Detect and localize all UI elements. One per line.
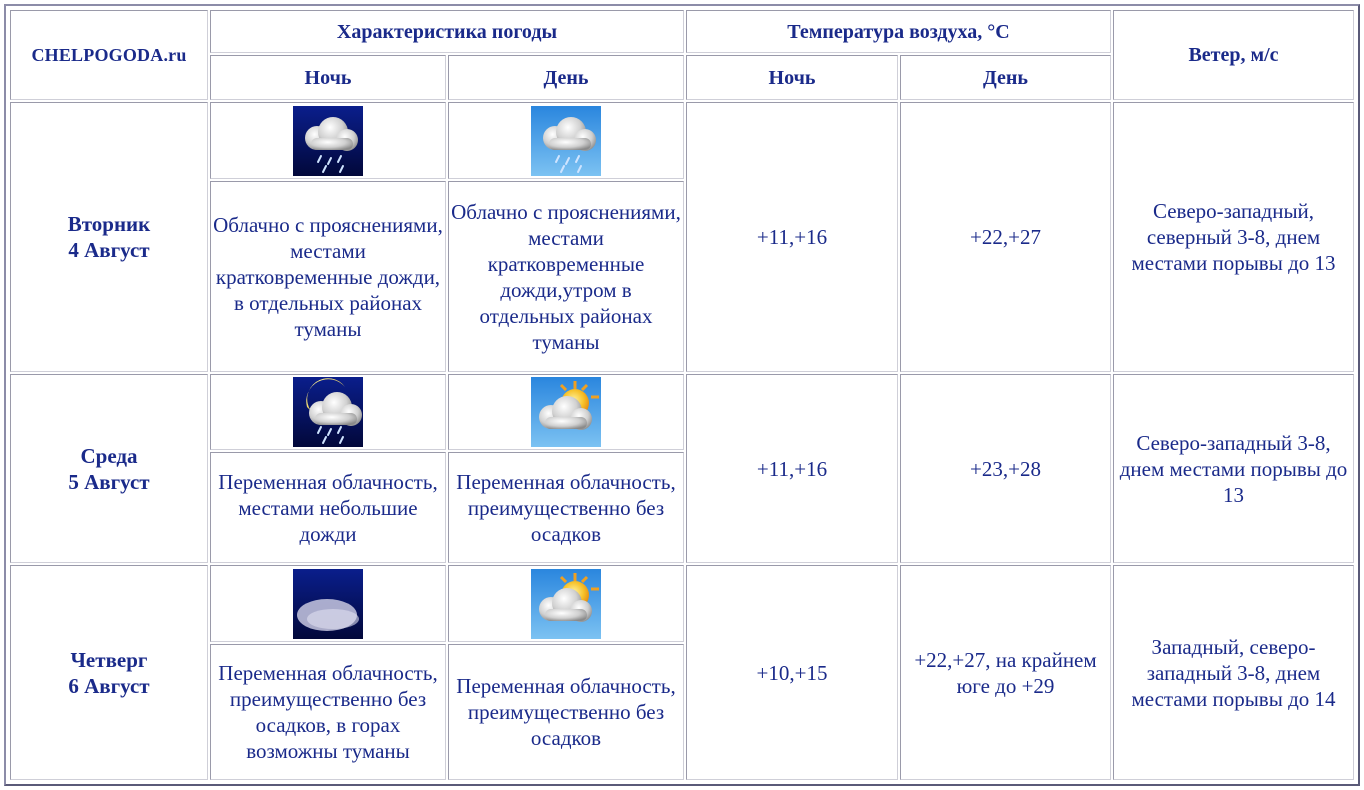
temp-day-header: День: [900, 55, 1111, 100]
date: 6 Август: [68, 673, 150, 698]
sun-cloud-icon: [531, 377, 601, 447]
day-icon-cell: [448, 102, 684, 179]
wind-description: Западный, северо-западный 3-8, днем местами порывы до 14: [1113, 565, 1354, 780]
night-description: Облачно с прояснениями, местами кратковременные дожди, в отдельных районах туманы: [210, 181, 446, 372]
day-description: Переменная облачность, преимущественно без осадков: [448, 644, 684, 780]
wind-header: Ветер, м/с: [1113, 10, 1354, 100]
wind-description: Северо-западный 3-8, днем местами порывы до 13: [1113, 374, 1354, 563]
night-icon-cell: [210, 565, 446, 642]
temp-night: +11,+16: [686, 102, 898, 372]
moon-cloud-icon: [293, 569, 363, 639]
brand-logo: CHELPOGODA.ru: [10, 10, 208, 100]
date: 5 Август: [68, 469, 150, 494]
temp-night-header: Ночь: [686, 55, 898, 100]
weather-night-header: Ночь: [210, 55, 446, 100]
day-description: Облачно с прояснениями, местами кратковременные дожди,утром в отдельных районах туманы: [448, 181, 684, 372]
weather-day-header: День: [448, 55, 684, 100]
night-icon-cell: [210, 374, 446, 450]
temp-day: +22,+27: [900, 102, 1111, 372]
day-label: [10, 102, 208, 372]
night-description: Переменная облачность, преимущественно без осадков, в горах возможны туманы: [210, 644, 446, 780]
weekday: Четверг: [70, 647, 148, 672]
moon-cloud-rain-icon: [293, 377, 363, 447]
cloud-rain-day-icon: [531, 106, 601, 176]
temp-night: +11,+16: [686, 374, 898, 563]
temp-day: +22,+27, на крайнем юге до +29: [900, 565, 1111, 780]
night-description: Переменная облачность, местами небольшие дожди: [210, 452, 446, 563]
weekday: Среда: [80, 443, 138, 468]
weekday: Вторник: [67, 212, 151, 236]
temp-group-header: Температура воздуха, °С: [686, 10, 1111, 53]
sun-cloud-icon: [531, 569, 601, 639]
day-icon-cell: [448, 565, 684, 642]
temp-day: +23,+28: [900, 374, 1111, 563]
night-icon-cell: [210, 102, 446, 179]
day-icon-cell: [448, 374, 684, 450]
weather-group-header: Характеристика погоды: [210, 10, 684, 53]
date: 4 Август: [68, 238, 150, 262]
day-description: Переменная облачность, преимущественно без осадков: [448, 452, 684, 563]
cloud-rain-night-icon: [293, 106, 363, 176]
temp-night: +10,+15: [686, 565, 898, 780]
wind-description: Северо-западный, северный 3-8, днем местами порывы до 13: [1113, 102, 1354, 372]
day-label: [10, 565, 208, 780]
day-label: [10, 374, 208, 563]
